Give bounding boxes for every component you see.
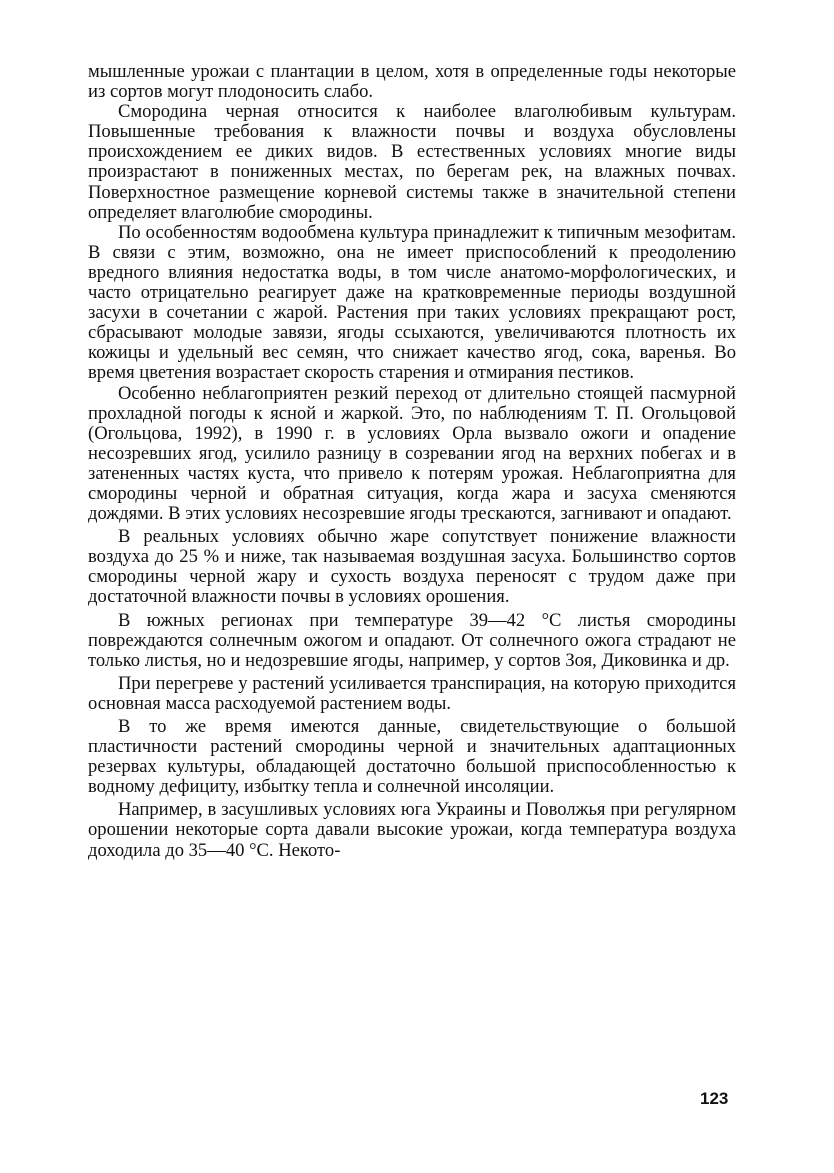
paragraph-air-drought: В реальных условиях обычно жаре сопутствует понижение влажности воздуха до 25 % и ниже, так называемая воздушная засуха. Большинство сортов смородины черной жару и сухость воздуха переносят с трудом даже при достаточной влажности почвы в условиях орошения. (88, 526, 736, 608)
paragraph-continuation: мышленные урожаи с плантации в целом, хотя в определенные годы некоторые из сортов могут плодоносить слабо. (88, 61, 736, 103)
paragraph-weather-transition: Особенно неблагоприятен резкий переход от длительно стоящей пасмурной прохладной погоды к ясной и жаркой. Это, по наблюдениям Т. П. Огольцовой (Огольцова, 1992), в 1990 г. в условиях Орла вызвало ожоги и опадение несозревших ягод, усилило разницу в созревании ягод на верхних побегах и в затененных частях куста, что привело к потерям урожая. Неблагоприятна для смородины черной и обратная ситуация, когда жара и засуха сменяются дождями. В этих условиях несозревшие ягоды трескаются, загнивают и опадают. (88, 382, 736, 525)
paragraph-plasticity: В то же время имеются данные, свидетельствующие о большой пластичности растений смородины черной и значительных адаптационных резервах культуры, обладающей достаточно большой приспособленностью к водному дефициту, избытку тепла и солнечной инсоляции. (88, 716, 736, 798)
paragraph-transpiration: При перегреве у растений усиливается транспирация, на которую приходится основная масса расходуемой растением воды. (88, 672, 736, 714)
paragraph-example-ukraine: Например, в засушливых условиях юга Украины и Поволжья при регулярном орошении некоторые сорта давали высокие урожаи, когда температура воздуха доходила до 35—40 °С. Некото- (88, 799, 736, 861)
page-body (88, 62, 736, 861)
paragraph-moisture-requirements: Смородина черная относится к наиболее влаголюбивым культурам. Повышенные требования к влажности почвы и воздуха обусловлены происхождением ее диких видов. В естественных условиях многие виды произрастают в пониженных местах, по берегам рек, на влажных почвах. Поверхностное размещение корневой системы также в значительной степени определяет влаголюбие смородины. (88, 101, 736, 223)
paragraph-southern-regions: В южных регионах при температуре 39—42 °С листья смородины повреждаются солнечным ожогом и опадают. От солнечного ожога страдают не только листья, но и недозревшие ягоды, например, у сортов Зоя, Диковинка и др. (88, 609, 736, 671)
paragraph-mesophytes: По особенностям водообмена культура принадлежит к типичным мезофитам. В связи с этим, возможно, она не имеет приспособлений к преодолению вредного влияния недостатка воды, в том числе анатомо-морфологических, и часто отрицательно реагирует даже на кратковременные периоды воздушной засухи в сочетании с жарой. Растения при таких условиях прекращают рост, сбрасывают молодые завязи, ягоды ссыхаются, увеличиваются плотность их кожицы и удельный вес семян, что снижает качество ягод, сока, варенья. Во время цветения возрастает скорость старения и отмирания пестиков. (88, 221, 736, 384)
page-number: 123 (700, 1089, 729, 1108)
